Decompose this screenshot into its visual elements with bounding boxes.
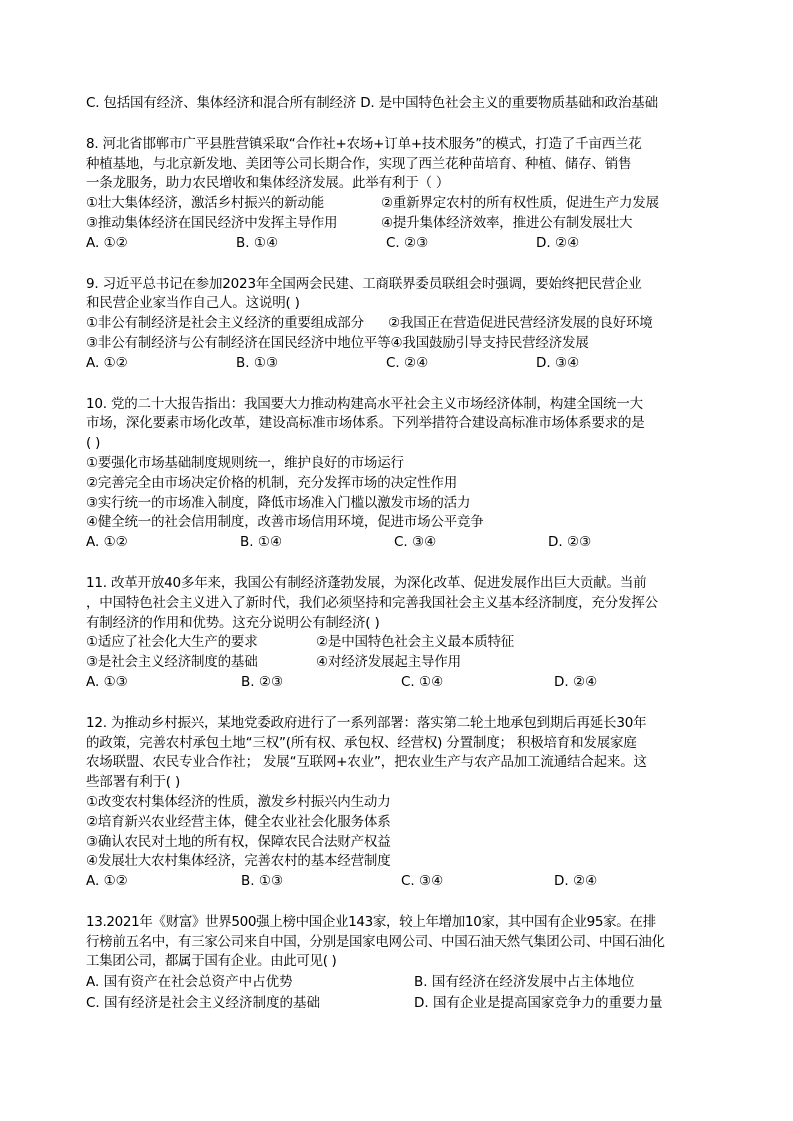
option-d[interactable]: D. ③④ [536,354,580,371]
statement: ②我国正在营造促进民营经济发展的良好环境 [388,315,653,332]
answer-options [86,872,726,892]
option-c[interactable]: C. ③④ [401,873,444,890]
question-stem-line: 一条龙服务，助力农民增收和集体经济发展。此举有利于（ ） [86,175,450,192]
option-c[interactable]: C. ③④ [394,534,437,551]
question-stem-line: 工集团公司，都属于国有企业。由此可见( ) [86,953,337,970]
statement: ④我国鼓励引导支持民营经济发展 [390,334,589,351]
option-b[interactable]: B. ①④ [236,234,279,251]
statement: ③是社会主义经济制度的基础 [86,654,258,671]
question-stem-line: 行榜前五名中，有三家公司来自中国，分别是国家电网公司、中国石油天然气集团公司、中国石油化 [86,933,665,950]
option-b[interactable]: B. ①③ [241,873,284,890]
question-stem-line: 种植基地，与北京新发地、美团等公司长期合作，实现了西兰花种苗培育、种植、储存、销售 [86,155,632,172]
option-d[interactable]: D. ②④ [536,234,580,251]
question-9 [86,275,726,374]
statement-row [86,653,726,673]
option-b[interactable]: B. ②③ [241,673,284,690]
statement-row [86,214,726,234]
option-b[interactable]: B. 国有经济在经济发展中占主体地位 [414,974,635,991]
answer-options [86,234,726,254]
statement: ④提升集体经济效率，推进公有制发展壮大 [381,214,633,231]
statement: ①改变农村集体经济的性质，激发乡村振兴内生动力 [86,793,391,810]
option-d[interactable]: D. ②④ [554,873,598,890]
statement: ③确认农民对土地的所有权，保障农民合法财产权益 [86,833,391,850]
statement-row [86,314,726,334]
option-a[interactable]: A. ①② [86,534,128,551]
question-7-tail [86,94,726,114]
statement: ④对经济发展起主导作用 [316,654,461,671]
question-stem-line: 10. 党的二十大报告指出：我国要大力推动构建高水平社会主义市场经济体制，构建全国统一大 [86,395,643,412]
question-stem-line: 12. 为推动乡村振兴，某地党委政府进行了一系列部署：落实第二轮土地承包到期后再延长30年 [86,714,647,731]
question-12 [86,714,726,892]
question-stem-line: 和民营企业家当作自己人。这说明( ) [86,295,300,312]
statement-row [86,633,726,653]
question-stem-line: ( ) [86,435,101,452]
statement: ④发展壮大农村集体经济，完善农村的基本经营制度 [86,853,391,870]
statement: ④健全统一的社会信用制度，改善市场信用环境，促进市场公平竞争 [86,514,484,531]
option-d[interactable]: D. 国有企业是提高国家竞争力的重要力量 [414,995,663,1012]
statement-row [86,334,726,354]
statement-row [86,194,726,214]
option-a[interactable]: A. ①② [86,354,128,371]
statement: ①非公有制经济是社会主义经济的重要组成部分 [86,315,364,332]
option-b[interactable]: B. ①③ [236,354,279,371]
question-stem-line: 11. 改革开放40多年来，我国公有制经济蓬勃发展，为深化改革、促进发展作出巨大贡献。当前 [86,574,647,591]
question-stem-line: 13.2021年《财富》世界500强上榜中国企业143家，较上年增加10家，其中国有企业95家。在排 [86,913,656,930]
answer-options [86,673,726,693]
statement: ②培育新兴农业经营主体，健全农业社会化服务体系 [86,813,391,830]
question-stem-line: 些部署有利于( ) [86,774,181,791]
question-stem-line: 8. 河北省邯郸市广平县胜营镇采取“合作社+农场+订单+技术服务”的模式，打造了千亩西兰花 [86,135,642,152]
statement: ③推动集体经济在国民经济中发挥主导作用 [86,214,338,231]
question-stem-line: 有制经济的作用和优势。这充分说明公有制经济( ) [86,614,380,631]
statement: ①要强化市场基础制度规则统一，维护良好的市场运行 [86,454,404,471]
question-13 [86,913,726,1014]
option-c[interactable]: C. ②③ [386,234,429,251]
question-stem-line: 的政策，完善农村承包土地“三权”(所有权、承包权、经营权) 分置制度； 积极培育和发展家庭 [86,734,637,751]
answer-options-row [86,972,726,993]
question-stem-line: 农场联盟、农民专业合作社； 发展“互联网+农业”，把农业生产与农产品加工流通结合起来。这 [86,754,647,771]
option-b[interactable]: B. ①④ [240,534,283,551]
question-list [86,94,726,1035]
option-c[interactable]: C. ①④ [401,673,444,690]
question-stem-line: 市场，深化要素市场化改革，建设高标准市场体系。下列举措符合建设高标准市场体系要求的是 [86,415,645,432]
statement: ②完善完全由市场决定价格的机制，充分发挥市场的决定性作用 [86,474,458,491]
answer-options-row [86,993,726,1014]
answer-options [86,533,726,553]
statement: ②是中国特色社会主义最本质特征 [316,634,515,651]
option-a[interactable]: A. 国有资产在社会总资产中占优势 [86,974,293,991]
statement: ③非公有制经济与公有制经济在国民经济中地位平等 [86,334,391,351]
option-line: C. 包括国有经济、集体经济和混合所有制经济 D. 是中国特色社会主义的重要物质基础和政治基础 [86,95,658,111]
option-a[interactable]: A. ①② [86,234,128,251]
option-a[interactable]: A. ①② [86,873,128,890]
statement: ①适应了社会化大生产的要求 [86,634,258,651]
option-c[interactable]: C. ②④ [386,354,429,371]
option-a[interactable]: A. ①③ [86,673,128,690]
statement: ②重新界定农村的所有权性质，促进生产力发展 [381,195,659,212]
question-stem-line: ，中国特色社会主义进入了新时代，我们必须坚持和完善我国社会主义基本经济制度，充分发挥公 [86,594,658,611]
question-10 [86,395,726,553]
question-8 [86,135,726,254]
question-11 [86,574,726,693]
answer-options [86,354,726,374]
option-d[interactable]: D. ②④ [554,673,598,690]
option-d[interactable]: D. ②③ [548,534,592,551]
statement: ①壮大集体经济，激活乡村振兴的新动能 [86,195,325,212]
statement: ③实行统一的市场准入制度，降低市场准入门槛以激发市场的活力 [86,494,471,511]
question-stem-line: 9. 习近平总书记在参加2023年全国两会民建、工商联界委员联组会时强调，要始终把民营企业 [86,275,642,292]
option-c[interactable]: C. 国有经济是社会主义经济制度的基础 [86,995,321,1012]
